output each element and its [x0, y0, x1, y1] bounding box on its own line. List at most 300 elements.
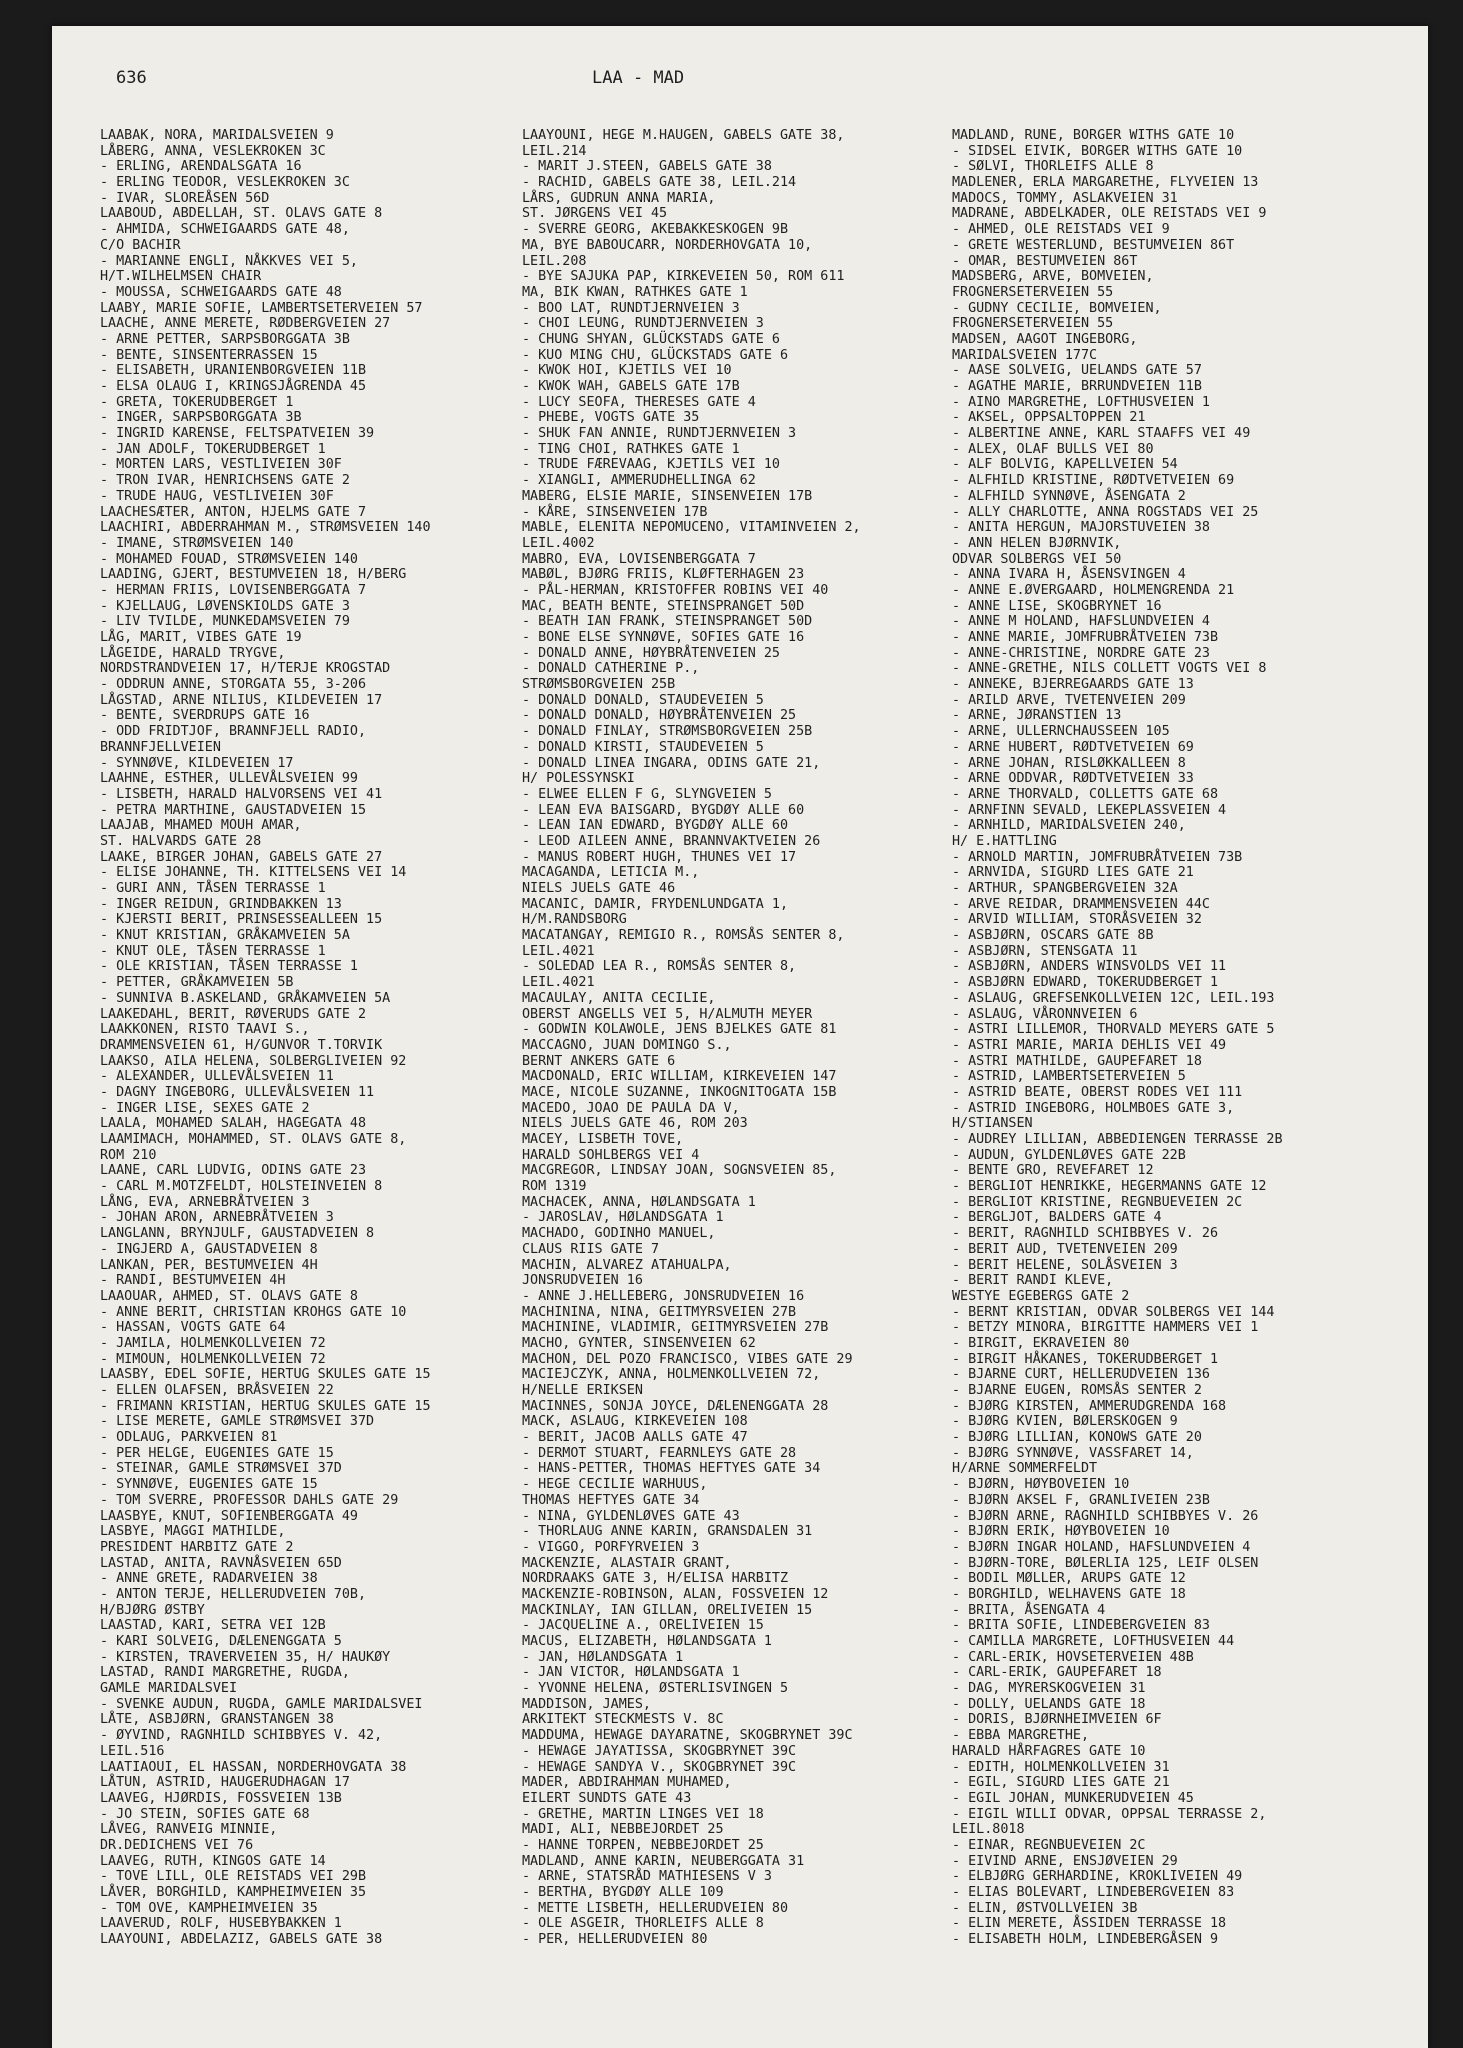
directory-entry: H/STIANSEN: [952, 1116, 1033, 1132]
directory-entry: - HEWAGE JAYATISSA, SKOGBRYNET 39C: [522, 1743, 797, 1759]
directory-entry: LAAKE, BIRGER JOHAN, GABELS GATE 27: [100, 849, 383, 865]
directory-column-left: [100, 128, 520, 1948]
directory-entry: - BJØRN ARNE, RAGNHILD SCHIBBYES V. 26: [952, 1508, 1259, 1524]
directory-entry: LAAKKONEN, RISTO TAAVI S.,: [100, 1022, 310, 1038]
directory-entry: LASTAD, RANDI MARGRETHE, RUGDA,: [100, 1665, 350, 1681]
directory-entry: - ERLING, ARENDALSGATA 16: [100, 159, 302, 175]
directory-entry: - SVENKE AUDUN, RUGDA, GAMLE MARIDALSVEI: [100, 1696, 423, 1712]
directory-entry: MACHADO, GODINHO MANUEL,: [522, 1226, 716, 1242]
directory-entry: - ASTRI MATHILDE, GAUPEFARET 18: [952, 1053, 1202, 1069]
directory-entry: - JAROSLAV, HØLANDSGATA 1: [522, 1210, 724, 1226]
directory-entry: - ANTON TERJE, HELLERUDVEIEN 70B,: [100, 1586, 367, 1602]
directory-entry: - ODDRUN ANNE, STORGATA 55, 3-206: [100, 677, 367, 693]
directory-entry: - ODLAUG, PARKVEIEN 81: [100, 1430, 278, 1446]
directory-entry: MACDONALD, ERIC WILLIAM, KIRKEVEIEN 147: [522, 1069, 837, 1085]
directory-entry: - ALF BOLVIG, KAPELLVEIEN 54: [952, 457, 1178, 473]
directory-entry: MACGREGOR, LINDSAY JOAN, SOGNSVEIEN 85,: [522, 1163, 837, 1179]
directory-entry: - AUDUN, GYLDENLØVES GATE 22B: [952, 1147, 1186, 1163]
directory-entry: - KÅRE, SINSENVEIEN 17B: [522, 504, 708, 520]
directory-entry: - MOUSSA, SCHWEIGAARDS GATE 48: [100, 284, 342, 300]
directory-entry: - DAG, MYRERSKOGVEIEN 31: [952, 1681, 1146, 1697]
directory-entry: - AHMIDA, SCHWEIGAARDS GATE 48,: [100, 222, 350, 238]
directory-entry: H/ E.HATTLING: [952, 833, 1057, 849]
directory-entry: MACHO, GYNTER, SINSENVEIEN 62: [522, 1335, 756, 1351]
directory-entry: MACHIN, ALVAREZ ATAHUALPA,: [522, 1257, 732, 1273]
directory-entry: MA, BIK KWAN, RATHKES GATE 1: [522, 284, 748, 300]
directory-entry: - ARNE JOHAN, RISLØKKALLEEN 8: [952, 755, 1186, 771]
directory-entry: MACHACEK, ANNA, HØLANDSGATA 1: [522, 1194, 756, 1210]
directory-entry: - BERGLIOT HENRIKKE, HEGERMANNS GATE 12: [952, 1179, 1267, 1195]
directory-entry: - MOHAMED FOUAD, STRØMSVEIEN 140: [100, 551, 358, 567]
directory-entry: LAASBYE, KNUT, SOFIENBERGGATA 49: [100, 1508, 358, 1524]
directory-entry: LAASTAD, KARI, SETRA VEI 12B: [100, 1618, 326, 1634]
directory-entry: - ASTRI MARIE, MARIA DEHLIS VEI 49: [952, 1037, 1227, 1053]
directory-entry: - BJØRG SYNNØVE, VASSFARET 14,: [952, 1445, 1194, 1461]
directory-entry: - HANNE TORPEN, NEBBEJORDET 25: [522, 1837, 764, 1853]
directory-entry: - JAN, HØLANDSGATA 1: [522, 1649, 684, 1665]
directory-entry: - JOHAN ARON, ARNEBRÅTVEIEN 3: [100, 1210, 334, 1226]
directory-entry: BRANNFJELLVEIEN: [100, 739, 221, 755]
directory-entry: - ANNE MARIE, JOMFRUBRÅTVEIEN 73B: [952, 630, 1219, 645]
directory-entry: FROGNERSETERVEIEN 55: [952, 316, 1114, 332]
directory-entry: - MANUS ROBERT HUGH, THUNES VEI 17: [522, 849, 797, 865]
directory-entry: LEIL.214: [522, 143, 587, 159]
directory-entry: - ELWEE ELLEN F G, SLYNGVEIEN 5: [522, 786, 772, 802]
directory-entry: LASTAD, ANITA, RAVNÅSVEIEN 65D: [100, 1555, 342, 1571]
directory-entry: MACKENZIE, ALASTAIR GRANT,: [522, 1555, 732, 1571]
directory-entry: GAMLE MARIDALSVEI: [100, 1681, 238, 1697]
directory-entry: - BJARNE EUGEN, ROMSÅS SENTER 2: [952, 1383, 1202, 1398]
directory-entry: LÅGSTAD, ARNE NILIUS, KILDEVEIEN 17: [100, 692, 383, 708]
directory-entry: LAAKSO, AILA HELENA, SOLBERGLIVEIEN 92: [100, 1053, 407, 1069]
directory-entry: MACEDO, JOAO DE PAULA DA V,: [522, 1100, 740, 1116]
directory-entry: FROGNERSETERVEIEN 55: [952, 284, 1114, 300]
directory-entry: MACK, ASLAUG, KIRKEVEIEN 108: [522, 1414, 748, 1430]
directory-entry: - ALEXANDER, ULLEVÅLSVEIEN 11: [100, 1069, 334, 1085]
directory-entry: MABLE, ELENITA NEPOMUCENO, VITAMINVEIEN 2,: [522, 520, 861, 536]
directory-entry: - SHUK FAN ANNIE, RUNDTJERNVEIEN 3: [522, 426, 797, 442]
directory-entry: LÅGEIDE, HARALD TRYGVE,: [100, 645, 286, 661]
directory-entry: - EINAR, REGNBUEVEIEN 2C: [952, 1837, 1146, 1853]
page-number: 636: [116, 68, 147, 88]
directory-entry: - IVAR, SLOREÅSEN 56D: [100, 190, 270, 206]
directory-entry: LAAVEG, RUTH, KINGOS GATE 14: [100, 1853, 326, 1869]
directory-entry: LÅVER, BORGHILD, KAMPHEIMVEIEN 35: [100, 1885, 367, 1900]
directory-entry: MACCAGNO, JUAN DOMINGO S.,: [522, 1037, 732, 1053]
directory-entry: - DONALD FINLAY, STRØMSBORGVEIEN 25B: [522, 724, 813, 740]
directory-entry: - ELISABETH, URANIENBORGVEIEN 11B: [100, 363, 367, 379]
directory-entry: - BENTE, SINSENTERRASSEN 15: [100, 347, 318, 363]
directory-entry: ODVAR SOLBERGS VEI 50: [952, 551, 1122, 567]
directory-entry: - AHMED, OLE REISTADS VEI 9: [952, 222, 1170, 238]
directory-entry: - DONALD KIRSTI, STAUDEVEIEN 5: [522, 739, 764, 755]
directory-entry: - HEWAGE SANDYA V., SKOGBRYNET 39C: [522, 1759, 797, 1775]
directory-entry: LÅTE, ASBJØRN, GRANSTANGEN 38: [100, 1712, 334, 1728]
directory-entry: MADRANE, ABDELKADER, OLE REISTADS VEI 9: [952, 206, 1267, 222]
directory-entry: - BRITA SOFIE, LINDEBERGVEIEN 83: [952, 1618, 1210, 1634]
directory-entry: - DONALD ANNE, HØYBRÅTENVEIEN 25: [522, 645, 780, 661]
directory-entry: - ANNE J.HELLEBERG, JONSRUDVEIEN 16: [522, 1288, 805, 1304]
directory-entry: - INGJERD A, GAUSTADVEIEN 8: [100, 1241, 318, 1257]
directory-entry: - AINO MARGRETHE, LOFTHUSVEIEN 1: [952, 394, 1210, 410]
directory-entry: - DERMOT STUART, FEARNLEYS GATE 28: [522, 1445, 797, 1461]
directory-entry: LAADING, GJERT, BESTUMVEIEN 18, H/BERG: [100, 567, 407, 583]
directory-entry: BERNT ANKERS GATE 6: [522, 1053, 676, 1069]
running-header: LAA - MAD: [592, 68, 685, 88]
directory-entry: - ARNFINN SEVALD, LEKEPLASSVEIEN 4: [952, 802, 1227, 818]
directory-entry: - SUNNIVA B.ASKELAND, GRÅKAMVEIEN 5A: [100, 990, 391, 1006]
directory-entry: - ODD FRIDTJOF, BRANNFJELL RADIO,: [100, 724, 367, 740]
directory-entry: - ASTRID, LAMBERTSETERVEIEN 5: [952, 1069, 1186, 1085]
directory-entry: - METTE LISBETH, HELLERUDVEIEN 80: [522, 1900, 789, 1916]
directory-entry: - KWOK HOI, KJETILS VEI 10: [522, 363, 732, 379]
directory-entry: - BERGLIOT KRISTINE, REGNBUEVEIEN 2C: [952, 1194, 1243, 1210]
directory-entry: LEIL.208: [522, 253, 587, 269]
directory-column-middle: [522, 128, 948, 1948]
directory-entry: MADDISON, JAMES,: [522, 1696, 651, 1712]
directory-entry: - ANNE BERIT, CHRISTIAN KROHGS GATE 10: [100, 1304, 407, 1320]
directory-entry: - KIRSTEN, TRAVERVEIEN 35, H/ HAUKØY: [100, 1649, 391, 1665]
directory-entry: H/M.RANDSBORG: [522, 912, 627, 928]
directory-entry: - ELIN, ØSTVOLLVEIEN 3B: [952, 1900, 1138, 1916]
directory-entry: LAAOUAR, AHMED, ST. OLAVS GATE 8: [100, 1288, 358, 1304]
directory-entry: - PETRA MARTHINE, GAUSTADVEIEN 15: [100, 802, 367, 818]
directory-entry: - BJARNE CURT, HELLERUDVEIEN 136: [952, 1367, 1210, 1383]
directory-entry: - ASLAUG, VÅRONNVEIEN 6: [952, 1006, 1138, 1022]
directory-entry: H/NELLE ERIKSEN: [522, 1383, 643, 1398]
directory-entry: - ASBJØRN, OSCARS GATE 8B: [952, 928, 1154, 944]
directory-entry: LEIL.4021: [522, 943, 595, 959]
directory-entry: - BIRGIT, EKRAVEIEN 80: [952, 1335, 1130, 1351]
directory-entry: - INGRID KARENSE, FELTSPATVEIEN 39: [100, 426, 375, 442]
directory-entry: - ARVE REIDAR, DRAMMENSVEIEN 44C: [952, 896, 1210, 912]
directory-entry: C/O BACHIR: [100, 237, 181, 253]
directory-entry: LAASBY, EDEL SOFIE, HERTUG SKULES GATE 15: [100, 1367, 431, 1383]
directory-entry: - BENTE GRO, REVEFARET 12: [952, 1163, 1154, 1179]
directory-entry: - ARNE PETTER, SARPSBORGGATA 3B: [100, 331, 350, 347]
directory-entry: - SØLVI, THORLEIFS ALLE 8: [952, 159, 1154, 175]
directory-entry: LANGLANN, BRYNJULF, GAUSTADVEIEN 8: [100, 1226, 375, 1242]
directory-entry: - LUCY SEOFA, THERESES GATE 4: [522, 394, 756, 410]
directory-entry: - KJERSTI BERIT, PRINSESSEALLEEN 15: [100, 912, 383, 928]
directory-entry: MADI, ALI, NEBBEJORDET 25: [522, 1822, 724, 1838]
directory-entry: - ELIN MERETE, ÅSSIDEN TERRASSE 18: [952, 1916, 1227, 1932]
directory-entry: LAACHIRI, ABDERRAHMAN M., STRØMSVEIEN 140: [100, 520, 431, 536]
directory-entry: LAAYOUNI, HEGE M.HAUGEN, GABELS GATE 38,: [522, 128, 845, 143]
directory-entry: - INGER, SARPSBORGGATA 3B: [100, 410, 302, 426]
directory-entry: MACE, NICOLE SUZANNE, INKOGNITOGATA 15B: [522, 1084, 837, 1100]
directory-entry: - BYE SAJUKA PAP, KIRKEVEIEN 50, ROM 611: [522, 269, 845, 285]
directory-entry: STRØMSBORGVEIEN 25B: [522, 677, 676, 693]
directory-entry: - CHUNG SHYAN, GLÜCKSTADS GATE 6: [522, 331, 780, 347]
directory-entry: - EBBA MARGRETHE,: [952, 1728, 1090, 1744]
directory-entry: - ANNEKE, BJERREGAARDS GATE 13: [952, 677, 1194, 693]
directory-entry: - ARNE, ULLERNCHAUSSEEN 105: [952, 724, 1170, 740]
directory-entry: - JO STEIN, SOFIES GATE 68: [100, 1806, 310, 1822]
directory-entry: - KNUT KRISTIAN, GRÅKAMVEIEN 5A: [100, 928, 350, 944]
directory-entry: - AUDREY LILLIAN, ABBEDIENGEN TERRASSE 2B: [952, 1132, 1283, 1147]
directory-entry: - BERNT KRISTIAN, ODVAR SOLBERGS VEI 144: [952, 1304, 1275, 1320]
directory-entry: - ANNE-CHRISTINE, NORDRE GATE 23: [952, 645, 1210, 661]
directory-entry: - XIANGLI, AMMERUDHELLINGA 62: [522, 473, 756, 489]
directory-entry: - HERMAN FRIIS, LOVISENBERGGATA 7: [100, 582, 367, 598]
directory-entry: - INGER REIDUN, GRINDBAKKEN 13: [100, 896, 342, 912]
directory-entry: - BERIT RANDI KLEVE,: [952, 1273, 1114, 1289]
directory-entry: - TRUDE HAUG, VESTLIVEIEN 30F: [100, 488, 334, 504]
directory-entry: - SYNNØVE, KILDEVEIEN 17: [100, 755, 294, 771]
directory-entry: LANKAN, PER, BESTUMVEIEN 4H: [100, 1257, 318, 1273]
directory-entry: - PETTER, GRÅKAMVEIEN 5B: [100, 975, 294, 991]
directory-entry: - NINA, GYLDENLØVES GATE 43: [522, 1508, 740, 1524]
directory-entry: MACANIC, DAMIR, FRYDENLUNDGATA 1,: [522, 896, 789, 912]
directory-entry: - BJØRN AKSEL F, GRANLIVEIEN 23B: [952, 1492, 1210, 1508]
directory-entry: THOMAS HEFTYES GATE 34: [522, 1492, 700, 1508]
directory-entry: - ELIAS BOLEVART, LINDEBERGVEIEN 83: [952, 1885, 1235, 1900]
directory-entry: LAABY, MARIE SOFIE, LAMBERTSETERVEIEN 57: [100, 300, 423, 316]
directory-entry: - OLE ASGEIR, THORLEIFS ALLE 8: [522, 1916, 764, 1932]
directory-entry: - DORIS, BJØRNHEIMVEIEN 6F: [952, 1712, 1162, 1728]
directory-entry: - SIDSEL EIVIK, BORGER WITHS GATE 10: [952, 143, 1243, 159]
directory-entry: NORDRAAKS GATE 3, H/ELISA HARBITZ: [522, 1571, 789, 1587]
directory-entry: LAAKEDAHL, BERIT, RØVERUDS GATE 2: [100, 1006, 367, 1022]
directory-entry: - ARNVIDA, SIGURD LIES GATE 21: [952, 865, 1194, 881]
directory-entry: LEIL.8018: [952, 1822, 1025, 1838]
directory-entry: - ANNE GRETE, RADARVEIEN 38: [100, 1571, 318, 1587]
directory-entry: - ARVID WILLIAM, STORÅSVEIEN 32: [952, 912, 1202, 928]
directory-entry: - BJØRN, HØYBOVEIEN 10: [952, 1477, 1130, 1493]
directory-entry: MACKENZIE-ROBINSON, ALAN, FOSSVEIEN 12: [522, 1586, 829, 1602]
directory-entry: MACHININA, NINA, GEITMYRSVEIEN 27B: [522, 1304, 797, 1320]
directory-entry: ST. HALVARDS GATE 28: [100, 833, 262, 849]
directory-entry: - BODIL MØLLER, ARUPS GATE 12: [952, 1571, 1186, 1587]
directory-entry: - KWOK WAH, GABELS GATE 17B: [522, 379, 740, 394]
directory-entry: LEIL.516: [100, 1743, 165, 1759]
directory-entry: - BRITA, ÅSENGATA 4: [952, 1602, 1106, 1618]
directory-entry: - BJØRG KVIEN, BØLERSKOGEN 9: [952, 1414, 1178, 1430]
directory-entry: - HEGE CECILIE WARHUUS,: [522, 1477, 708, 1493]
directory-entry: - ARNHILD, MARIDALSVEIEN 240,: [952, 818, 1186, 834]
directory-entry: - ANN HELEN BJØRNVIK,: [952, 535, 1122, 551]
directory-entry: - KNUT OLE, TÅSEN TERRASSE 1: [100, 943, 326, 959]
directory-entry: - JAN VICTOR, HØLANDSGATA 1: [522, 1665, 740, 1681]
directory-entry: - ASBJØRN, ANDERS WINSVOLDS VEI 11: [952, 959, 1227, 975]
directory-entry: - ALBERTINE ANNE, KARL STAAFFS VEI 49: [952, 426, 1251, 442]
directory-entry: - EIGIL WILLI ODVAR, OPPSAL TERRASSE 2,: [952, 1806, 1267, 1822]
directory-entry: - ØYVIND, RAGNHILD SCHIBBYES V. 42,: [100, 1728, 383, 1744]
directory-entry: - BJØRN ERIK, HØYBOVEIEN 10: [952, 1524, 1170, 1540]
directory-entry: MACUS, ELIZABETH, HØLANDSGATA 1: [522, 1634, 772, 1649]
directory-entry: MARIDALSVEIEN 177C: [952, 347, 1098, 363]
directory-entry: - CARL-ERIK, HOVSETERVEIEN 48B: [952, 1649, 1194, 1665]
directory-entry: CLAUS RIIS GATE 7: [522, 1241, 660, 1257]
directory-entry: - RACHID, GABELS GATE 38, LEIL.214: [522, 175, 797, 191]
directory-entry: - THORLAUG ANNE KARIN, GRANSDALEN 31: [522, 1524, 813, 1540]
directory-entry: MA, BYE BABOUCARR, NORDERHOVGATA 10,: [522, 237, 813, 253]
directory-entry: LASBYE, MAGGI MATHILDE,: [100, 1524, 286, 1540]
directory-entry: - ANNE-GRETHE, NILS COLLETT VOGTS VEI 8: [952, 661, 1267, 677]
directory-entry: - HASSAN, VOGTS GATE 64: [100, 1320, 286, 1336]
directory-entry: NIELS JUELS GATE 46, ROM 203: [522, 1116, 748, 1132]
directory-entry: - CARL M.MOTZFELDT, HOLSTEINVEIEN 8: [100, 1179, 383, 1195]
directory-entry: LEIL.4021: [522, 975, 595, 991]
directory-entry: ROM 210: [100, 1147, 157, 1163]
directory-entry: - ASBJØRN, STENSGATA 11: [952, 943, 1138, 959]
directory-entry: WESTYE EGEBERGS GATE 2: [952, 1288, 1130, 1304]
directory-entry: MACAGANDA, LETICIA M.,: [522, 865, 700, 881]
directory-entry: - SOLEDAD LEA R., ROMSÅS SENTER 8,: [522, 959, 797, 975]
directory-entry: HARALD SOHLBERGS VEI 4: [522, 1147, 700, 1163]
directory-entry: - INGER LISE, SEXES GATE 2: [100, 1100, 310, 1116]
directory-entry: - AASE SOLVEIG, UELANDS GATE 57: [952, 363, 1202, 379]
directory-entry: - JAN ADOLF, TOKERUDBERGET 1: [100, 441, 326, 457]
directory-entry: DRAMMENSVEIEN 61, H/GUNVOR T.TORVIK: [100, 1037, 383, 1053]
directory-entry: - ALEX, OLAF BULLS VEI 80: [952, 441, 1154, 457]
directory-entry: - TOM OVE, KAMPHEIMVEIEN 35: [100, 1900, 318, 1916]
directory-entry: - ASBJØRN EDWARD, TOKERUDBERGET 1: [952, 975, 1219, 991]
directory-entry: H/BJØRG ØSTBY: [100, 1602, 205, 1618]
directory-entry: LÅRS, GUDRUN ANNA MARIA,: [522, 190, 716, 206]
directory-entry: MADDUMA, HEWAGE DAYARATNE, SKOGBRYNET 39C: [522, 1728, 853, 1744]
directory-entry: - SYNNØVE, EUGENIES GATE 15: [100, 1477, 318, 1493]
directory-entry: LÅBERG, ANNA, VESLEKROKEN 3C: [100, 143, 326, 159]
directory-entry: MACIEJCZYK, ANNA, HOLMENKOLLVEIEN 72,: [522, 1367, 821, 1383]
directory-entry: EILERT SUNDTS GATE 43: [522, 1790, 692, 1806]
directory-entry: - TRON IVAR, HENRICHSENS GATE 2: [100, 473, 350, 489]
directory-entry: MABØL, BJØRG FRIIS, KLØFTERHAGEN 23: [522, 567, 805, 583]
directory-entry: - BERGLJOT, BALDERS GATE 4: [952, 1210, 1162, 1226]
directory-entry: - TOM SVERRE, PROFESSOR DAHLS GATE 29: [100, 1492, 399, 1508]
directory-entry: - EDITH, HOLMENKOLLVEIEN 31: [952, 1759, 1170, 1775]
directory-entry: - MORTEN LARS, VESTLIVEIEN 30F: [100, 457, 342, 473]
directory-entry: - GUDNY CECILIE, BOMVEIEN,: [952, 300, 1162, 316]
directory-entry: LAAVEG, HJØRDIS, FOSSVEIEN 13B: [100, 1790, 342, 1806]
directory-entry: - ARNE, JØRANSTIEN 13: [952, 708, 1122, 724]
directory-entry: LAACHESÆTER, ANTON, HJELMS GATE 7: [100, 504, 367, 520]
directory-entry: LÅTUN, ASTRID, HAUGERUDHAGAN 17: [100, 1775, 350, 1791]
directory-entry: MACATANGAY, REMIGIO R., ROMSÅS SENTER 8,: [522, 928, 845, 944]
directory-entry: H/ARNE SOMMERFELDT: [952, 1461, 1098, 1477]
directory-entry: - ANNE E.ØVERGAARD, HOLMENGRENDA 21: [952, 582, 1235, 598]
directory-column-right: [952, 128, 1392, 1948]
directory-entry: - BJØRN INGAR HOLAND, HAFSLUNDVEIEN 4: [952, 1539, 1251, 1555]
directory-entry: LAALA, MOHAMED SALAH, HAGEGATA 48: [100, 1116, 367, 1132]
directory-entry: - DONALD DONALD, STAUDEVEIEN 5: [522, 692, 764, 708]
directory-entry: - JAMILA, HOLMENKOLLVEIEN 72: [100, 1335, 326, 1351]
directory-entry: - ANNE M HOLAND, HAFSLUNDVEIEN 4: [952, 614, 1210, 630]
directory-entry: - MARIANNE ENGLI, NÅKKVES VEI 5,: [100, 253, 358, 269]
directory-entry: - BERIT AUD, TVETENVEIEN 209: [952, 1241, 1178, 1257]
directory-entry: - ELLEN OLAFSEN, BRÅSVEIEN 22: [100, 1383, 334, 1398]
directory-entry: MADLENER, ERLA MARGARETHE, FLYVEIEN 13: [952, 175, 1259, 191]
directory-entry: - ERLING TEODOR, VESLEKROKEN 3C: [100, 175, 350, 191]
directory-entry: - BERTHA, BYGDØY ALLE 109: [522, 1885, 724, 1900]
directory-entry: - YVONNE HELENA, ØSTERLISVINGEN 5: [522, 1681, 789, 1697]
directory-entry: MACINNES, SONJA JOYCE, DÆLENENGGATA 28: [522, 1398, 829, 1414]
directory-entry: - LEAN IAN EDWARD, BYGDØY ALLE 60: [522, 818, 789, 834]
directory-entry: LAAVERUD, ROLF, HUSEBYBAKKEN 1: [100, 1916, 342, 1932]
directory-entry: - SVERRE GEORG, AKEBAKKESKOGEN 9B: [522, 222, 789, 238]
directory-entry: - EGIL, SIGURD LIES GATE 21: [952, 1775, 1170, 1791]
directory-entry: DR.DEDICHENS VEI 76: [100, 1837, 254, 1853]
directory-entry: - OLE KRISTIAN, TÅSEN TERRASSE 1: [100, 959, 358, 975]
directory-entry: LÅNG, EVA, ARNEBRÅTVEIEN 3: [100, 1194, 310, 1210]
directory-entry: LÅVEG, RANVEIG MINNIE,: [100, 1822, 278, 1838]
directory-entry: - ARNE, STATSRÅD MATHIESENS V 3: [522, 1869, 772, 1885]
directory-entry: - OMAR, BESTUMVEIEN 86T: [952, 253, 1138, 269]
directory-entry: - BERIT HELENE, SOLÅSVEIEN 3: [952, 1257, 1178, 1273]
directory-entry: - EGIL JOHAN, MUNKERUDVEIEN 45: [952, 1790, 1194, 1806]
directory-entry: - ANITA HERGUN, MAJORSTUVEIEN 38: [952, 520, 1210, 536]
directory-entry: - STEINAR, GAMLE STRØMSVEI 37D: [100, 1461, 342, 1477]
directory-entry: NIELS JUELS GATE 46: [522, 881, 676, 896]
directory-entry: MACEY, LISBETH TOVE,: [522, 1132, 684, 1147]
directory-entry: - JACQUELINE A., ORELIVEIEN 15: [522, 1618, 764, 1634]
directory-entry: LAAYOUNI, ABDELAZIZ, GABELS GATE 38: [100, 1932, 383, 1948]
directory-entry: - LIV TVILDE, MUNKEDAMSVEIEN 79: [100, 614, 350, 630]
directory-entry: - KJELLAUG, LØVENSKIOLDS GATE 3: [100, 598, 350, 614]
directory-entry: LAACHE, ANNE MERETE, RØDBERGVEIEN 27: [100, 316, 391, 332]
directory-entry: - FRIMANN KRISTIAN, HERTUG SKULES GATE 15: [100, 1398, 431, 1414]
directory-entry: - DONALD CATHERINE P.,: [522, 661, 700, 677]
directory-entry: - AKSEL, OPPSALTOPPEN 21: [952, 410, 1146, 426]
directory-entry: - PHEBE, VOGTS GATE 35: [522, 410, 700, 426]
directory-entry: LEIL.4002: [522, 535, 595, 551]
directory-entry: MADSEN, AAGOT INGEBORG,: [952, 331, 1138, 347]
directory-entry: - ASTRID BEATE, OBERST RODES VEI 111: [952, 1084, 1243, 1100]
directory-entry: - ASLAUG, GREFSENKOLLVEIEN 12C, LEIL.193: [952, 990, 1275, 1006]
directory-entry: - BONE ELSE SYNNØVE, SOFIES GATE 16: [522, 630, 805, 645]
directory-entry: - BENTE, SVERDRUPS GATE 16: [100, 708, 310, 724]
directory-entry: MAC, BEATH BENTE, STEINSPRANGET 50D: [522, 598, 805, 614]
directory-entry: LAABAK, NORA, MARIDALSVEIEN 9: [100, 128, 334, 143]
directory-entry: MADOCS, TOMMY, ASLAKVEIEN 31: [952, 190, 1178, 206]
directory-entry: - LISE MERETE, GAMLE STRØMSVEI 37D: [100, 1414, 375, 1430]
directory-entry: LAANE, CARL LUDVIG, ODINS GATE 23: [100, 1163, 367, 1179]
directory-entry: - ANNE LISE, SKOGBRYNET 16: [952, 598, 1162, 614]
directory-entry: ROM 1319: [522, 1179, 587, 1195]
directory-entry: - ELSA OLAUG I, KRINGSJÅGRENDA 45: [100, 379, 367, 394]
directory-entry: MACHON, DEL POZO FRANCISCO, VIBES GATE 29: [522, 1351, 853, 1367]
directory-entry: - ELBJØRG GERHARDINE, KROKLIVEIEN 49: [952, 1869, 1243, 1885]
directory-entry: - ARILD ARVE, TVETENVEIEN 209: [952, 692, 1186, 708]
directory-entry: - LEAN EVA BAISGARD, BYGDØY ALLE 60: [522, 802, 805, 818]
directory-entry: MACKINLAY, IAN GILLAN, ORELIVEIEN 15: [522, 1602, 813, 1618]
directory-entry: - MARIT J.STEEN, GABELS GATE 38: [522, 159, 772, 175]
directory-entry: - ALLY CHARLOTTE, ANNA ROGSTADS VEI 25: [952, 504, 1259, 520]
directory-entry: - VIGGO, PORFYRVEIEN 3: [522, 1539, 700, 1555]
directory-entry: MABERG, ELSIE MARIE, SINSENVEIEN 17B: [522, 488, 813, 504]
directory-entry: NORDSTRANDVEIEN 17, H/TERJE KROGSTAD: [100, 661, 391, 677]
directory-entry: - BIRGIT HÅKANES, TOKERUDBERGET 1: [952, 1351, 1219, 1367]
directory-entry: LAAMIMACH, MOHAMMED, ST. OLAVS GATE 8,: [100, 1132, 407, 1147]
directory-entry: - TOVE LILL, OLE REISTADS VEI 29B: [100, 1869, 367, 1885]
directory-entry: - ANNA IVARA H, ÅSENSVINGEN 4: [952, 567, 1186, 583]
directory-entry: - LEOD AILEEN ANNE, BRANNVAKTVEIEN 26: [522, 833, 821, 849]
directory-entry: - GRETHE, MARTIN LINGES VEI 18: [522, 1806, 764, 1822]
directory-entry: - BJØRN-TORE, BØLERLIA 125, LEIF OLSEN: [952, 1555, 1259, 1571]
directory-entry: MADER, ABDIRAHMAN MUHAMED,: [522, 1775, 732, 1791]
directory-entry: HARALD HÅRFAGRES GATE 10: [952, 1743, 1146, 1759]
directory-entry: - CARL-ERIK, GAUPEFARET 18: [952, 1665, 1162, 1681]
directory-entry: - AGATHE MARIE, BRRUNDVEIEN 11B: [952, 379, 1202, 394]
directory-entry: - TING CHOI, RATHKES GATE 1: [522, 441, 740, 457]
directory-entry: ARKITEKT STECKMESTS V. 8C: [522, 1712, 724, 1728]
directory-entry: - BOO LAT, RUNDTJERNVEIEN 3: [522, 300, 740, 316]
directory-entry: ST. JØRGENS VEI 45: [522, 206, 668, 222]
directory-entry: - BJØRG KIRSTEN, AMMERUDGRENDA 168: [952, 1398, 1227, 1414]
directory-entry: - ELISE JOHANNE, TH. KITTELSENS VEI 14: [100, 865, 407, 881]
directory-entry: - PÅL-HERMAN, KRISTOFFER ROBINS VEI 40: [522, 582, 829, 598]
